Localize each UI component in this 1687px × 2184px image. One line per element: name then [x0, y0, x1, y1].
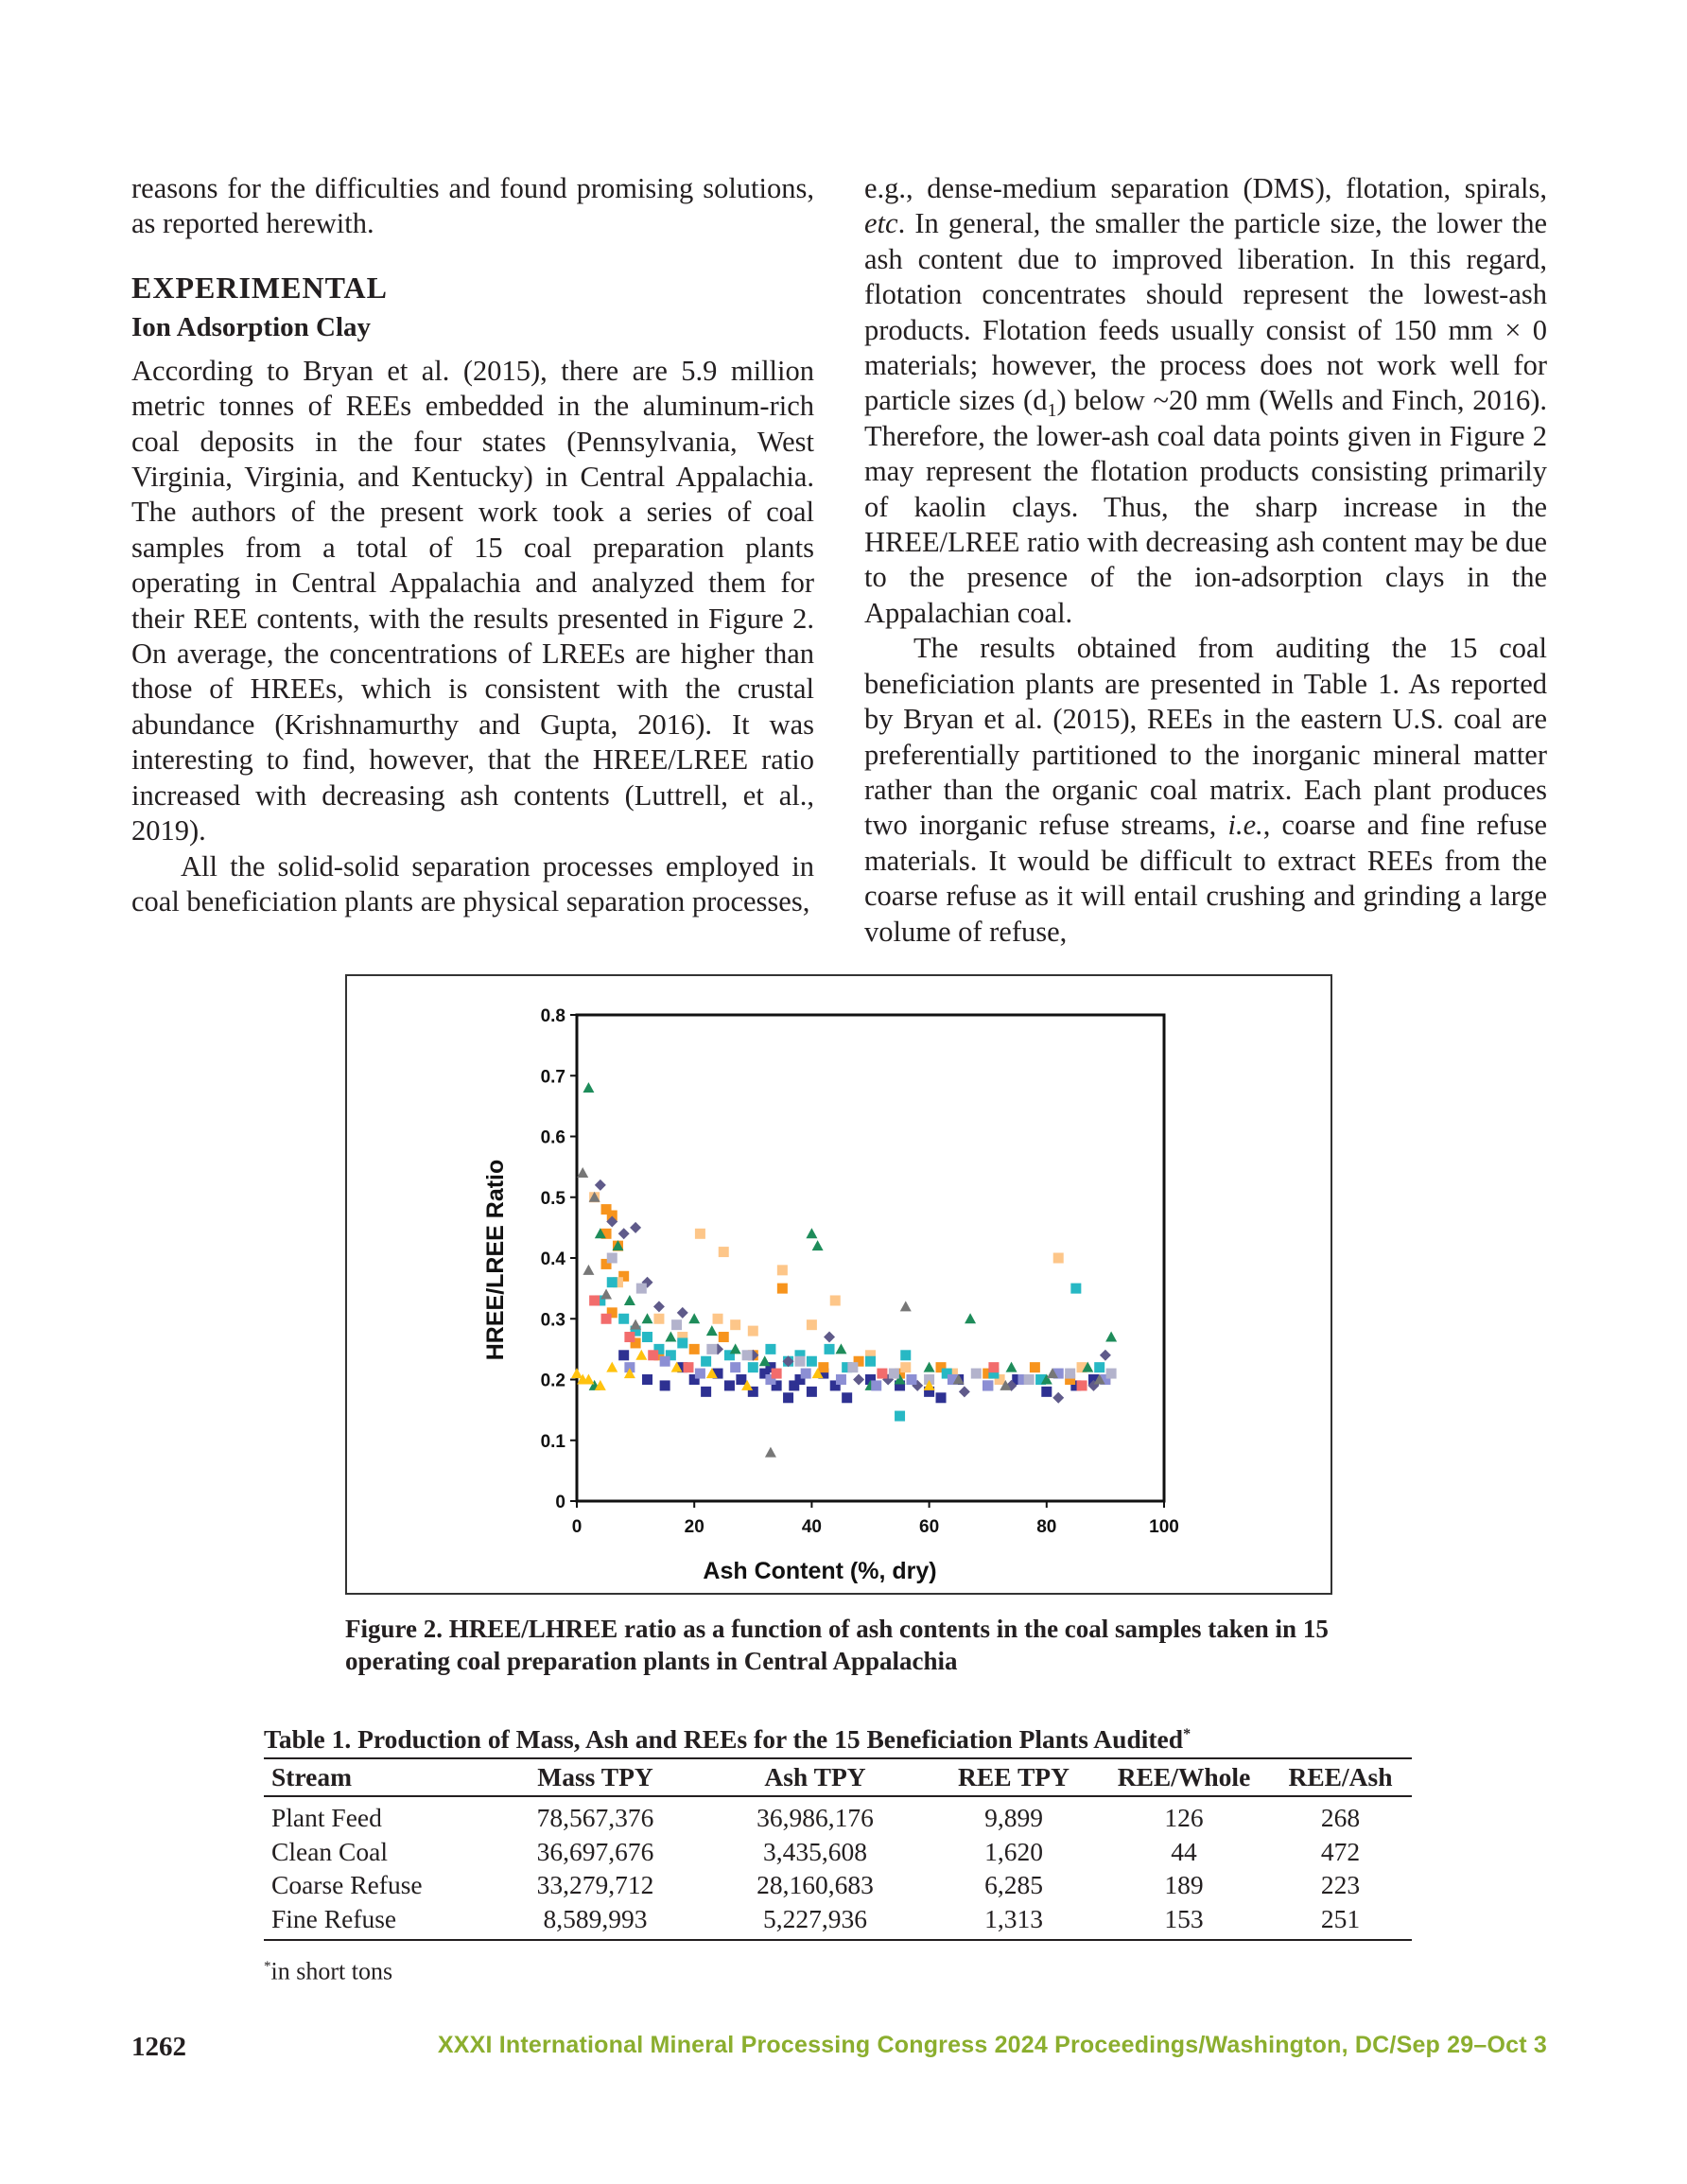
- table-cell: Coarse Refuse: [271, 1870, 423, 1899]
- table-row: [264, 1835, 1412, 1869]
- data-point: [1065, 1369, 1075, 1379]
- data-point: [653, 1301, 665, 1312]
- data-point: [1106, 1369, 1117, 1379]
- data-point: [630, 1319, 641, 1330]
- data-point: [730, 1362, 740, 1372]
- production-table: [264, 1757, 1412, 1941]
- data-point: [1006, 1362, 1017, 1372]
- data-points: [571, 1082, 1117, 1458]
- table-cell: 44: [1171, 1836, 1197, 1866]
- right-column: [864, 171, 1547, 950]
- data-point: [635, 1350, 647, 1360]
- y-tick-label: 0.6: [540, 1127, 565, 1148]
- data-point: [895, 1411, 905, 1422]
- data-point: [618, 1350, 629, 1360]
- table-cell: 223: [1320, 1870, 1361, 1899]
- data-point: [706, 1344, 717, 1354]
- x-tick-label: 80: [1036, 1517, 1057, 1537]
- data-point: [835, 1343, 846, 1354]
- table-cell: 6,285: [984, 1870, 1043, 1899]
- data-point: [1030, 1362, 1040, 1372]
- data-point: [971, 1369, 982, 1379]
- table-cell: 36,697,676: [536, 1836, 654, 1866]
- data-point: [818, 1362, 828, 1372]
- data-point: [688, 1313, 700, 1323]
- table-cell: 5,227,936: [702, 1902, 929, 1941]
- data-point: [660, 1356, 670, 1367]
- data-point: [1077, 1380, 1087, 1390]
- data-point: [636, 1284, 647, 1294]
- x-tick-label: 60: [919, 1517, 940, 1537]
- data-point: [719, 1332, 729, 1342]
- y-tick-label: 0.2: [540, 1371, 565, 1391]
- data-point: [812, 1240, 824, 1250]
- data-point: [1052, 1392, 1064, 1404]
- y-tick-label: 0.5: [540, 1188, 565, 1209]
- table-cell: Fine Refuse: [264, 1902, 489, 1941]
- table-cell: 36,986,176: [757, 1803, 874, 1832]
- data-point: [730, 1343, 741, 1354]
- data-point: [618, 1228, 630, 1239]
- data-point: [677, 1337, 687, 1348]
- data-point: [871, 1380, 881, 1390]
- data-point: [965, 1313, 976, 1323]
- data-point: [889, 1369, 899, 1379]
- data-point: [765, 1344, 775, 1354]
- data-point: [701, 1356, 711, 1367]
- y-tick-label: 0.3: [540, 1310, 565, 1331]
- data-point: [900, 1301, 912, 1311]
- data-point: [577, 1167, 588, 1178]
- data-point: [801, 1369, 811, 1379]
- data-point: [695, 1369, 705, 1379]
- data-point: [665, 1332, 676, 1342]
- x-tick-label: 40: [801, 1517, 822, 1537]
- data-point: [618, 1314, 629, 1324]
- data-point: [936, 1392, 947, 1403]
- table-header-row: [264, 1758, 1412, 1796]
- data-point: [607, 1253, 617, 1264]
- data-point: [736, 1374, 746, 1385]
- table-cell: 78,567,376: [536, 1803, 654, 1832]
- data-point: [719, 1247, 729, 1257]
- data-point: [642, 1332, 652, 1342]
- data-point: [824, 1332, 835, 1343]
- page-number: 1262: [131, 2032, 186, 2062]
- paragraph: reasons for the difficulties and found promising solutions, as reported herewith.: [131, 172, 814, 240]
- table-cell: 1,620: [984, 1836, 1043, 1866]
- data-point: [959, 1386, 970, 1397]
- data-point: [606, 1362, 617, 1372]
- column-header: REE TPY: [929, 1758, 1099, 1796]
- data-point: [642, 1374, 652, 1385]
- text-run: , coarse and fine refuse materials. It would be difficult to extract REEs from the coarse refuse as it will entail crushing and grinding a large volume of refuse,: [864, 809, 1547, 948]
- table-cell: 1,313: [929, 1902, 1099, 1941]
- section-heading: EXPERIMENTAL: [131, 270, 388, 305]
- table-row: [264, 1868, 1412, 1902]
- y-axis: [541, 1006, 577, 1512]
- data-point: [695, 1229, 705, 1239]
- paragraph: [864, 171, 1547, 631]
- data-point: [772, 1369, 782, 1379]
- y-tick-label: 0.1: [540, 1431, 565, 1452]
- table-row: [264, 1902, 1412, 1941]
- data-point: [748, 1362, 758, 1372]
- data-point: [807, 1319, 817, 1330]
- data-point: [836, 1374, 846, 1385]
- x-axis: [572, 1501, 1179, 1537]
- data-point: [1105, 1332, 1117, 1342]
- table-cell: 9,899: [984, 1803, 1043, 1832]
- data-point: [789, 1380, 799, 1390]
- data-point: [748, 1326, 758, 1337]
- subscript: 1: [1047, 400, 1057, 422]
- data-point: [807, 1387, 817, 1397]
- table-cell: Plant Feed: [271, 1803, 382, 1832]
- data-point: [1094, 1362, 1104, 1372]
- table-cell: Clean Coal: [271, 1836, 388, 1866]
- data-point: [924, 1362, 935, 1372]
- data-point: [830, 1295, 841, 1305]
- running-footer: XXXI International Mineral Processing Congress 2024 Proceedings/Washington, DC/Sep 29–Oct 3: [437, 2032, 1547, 2058]
- table-title-text: Table 1. Production of Mass, Ash and REEs for the 15 Beneficiation Plants Audited: [264, 1724, 1184, 1755]
- y-tick-label: 0: [555, 1493, 565, 1512]
- figure-caption: Figure 2. HREE/LHREE ratio as a function of ash contents in the coal samples taken in 15 operating coal preparation plants in Central Appalachia: [345, 1615, 1329, 1675]
- data-point: [1053, 1253, 1064, 1264]
- data-point: [877, 1369, 887, 1379]
- data-point: [724, 1380, 735, 1390]
- text-run-italic: i.e.: [1227, 809, 1263, 842]
- data-point: [825, 1344, 835, 1354]
- data-point: [806, 1228, 817, 1238]
- column-header: REE/Ash: [1269, 1758, 1412, 1796]
- data-point: [759, 1355, 771, 1366]
- data-point: [600, 1289, 612, 1300]
- left-column: [131, 171, 814, 919]
- data-point: [624, 1332, 635, 1342]
- paragraph: [864, 631, 1547, 950]
- data-point: [794, 1356, 805, 1367]
- x-axis-label: Ash Content (%, dry): [703, 1558, 937, 1584]
- data-point: [701, 1387, 711, 1397]
- data-point: [853, 1374, 864, 1386]
- data-point: [807, 1356, 817, 1367]
- table-title: [264, 1719, 1191, 1756]
- paragraph: According to Bryan et al. (2015), there are 5.9 million metric tonnes of REEs embedded in the aluminum-rich coal deposits in the four states (Pennsylvania, West Virginia, Virginia, and Kentucky) in Central Appalachia. The authors of the present work took a series of coal samples from a total of 15 coal preparation plants operating in Central Appalachia and analyzed them for their REE contents, with the results presented in Figure 2. On average, the concentrations of LREEs are higher than those of HREEs, which is consistent with the crustal abundance (Krishnamurthy and Gupta, 2016). It was interesting to find, however, that the HREE/LREE ratio increased with decreasing ash contents (Luttrell, et al., 2019).: [131, 354, 814, 847]
- table-cell: 3,435,608: [763, 1836, 867, 1866]
- text-run: ) below ~20 mm (Wells and Finch, 2016). Therefore, the lower-ash coal data points given in Figure 2 may represent the flotation products consisting primarily of kaolin clays. Thus, the sharp increase in the HREE/LREE ratio with decreasing ash content may be due to the presence of the ion-adsorption clays in the Appalachian coal.: [864, 384, 1548, 629]
- table-row: [264, 1796, 1412, 1835]
- table-cell: 126: [1164, 1803, 1204, 1832]
- data-point: [777, 1284, 788, 1294]
- data-point: [765, 1447, 776, 1458]
- plot-area-frame: [577, 1015, 1164, 1501]
- data-point: [1070, 1284, 1081, 1294]
- data-point: [906, 1374, 916, 1385]
- data-point: [683, 1362, 693, 1372]
- column-header: Ash TPY: [702, 1758, 929, 1796]
- data-point: [589, 1295, 600, 1305]
- data-point: [677, 1307, 688, 1319]
- footnote-marker: *: [1183, 1726, 1191, 1742]
- data-point: [713, 1314, 723, 1324]
- table-footnote: [264, 1950, 392, 1988]
- figure-2: [345, 974, 1332, 1595]
- column-header: REE/Whole: [1099, 1758, 1269, 1796]
- column-header: Stream: [264, 1758, 489, 1796]
- table-cell: 33,279,712: [536, 1870, 654, 1899]
- table-cell: 472: [1320, 1836, 1361, 1866]
- data-point: [706, 1325, 718, 1336]
- data-point: [630, 1222, 641, 1233]
- table-cell: 8,589,993: [489, 1902, 702, 1941]
- data-point: [571, 1368, 583, 1378]
- y-tick-label: 0.7: [540, 1067, 565, 1088]
- text-run: e.g., dense-medium separation (DMS), flotation, spirals,: [864, 172, 1547, 204]
- x-tick-label: 20: [684, 1517, 704, 1537]
- data-point: [607, 1277, 617, 1287]
- data-point: [601, 1314, 612, 1324]
- x-tick-label: 100: [1149, 1517, 1179, 1537]
- data-point: [648, 1350, 658, 1360]
- data-point: [583, 1082, 594, 1092]
- data-point: [624, 1295, 635, 1305]
- data-point: [660, 1380, 670, 1390]
- paragraph: All the solid-solid separation processes employed in coal beneficiation plants are physical separation processes,: [131, 849, 814, 917]
- data-point: [1100, 1350, 1111, 1361]
- y-tick-label: 0.8: [540, 1006, 565, 1026]
- data-point: [842, 1392, 852, 1403]
- data-point: [865, 1356, 876, 1367]
- data-point: [847, 1362, 858, 1372]
- text-run: The results obtained from auditing the 15 coal beneficiation plants are presented in Table 1. As reported by Bryan et al. (2015), REEs in the eastern U.S. coal are preferentially partitioned to the inorganic mineral matter rather than the organic coal matrix. Each plant produces two inorganic refuse streams,: [864, 632, 1547, 842]
- table-cell: 28,160,683: [757, 1870, 874, 1899]
- data-point: [983, 1380, 993, 1390]
- data-point: [777, 1265, 788, 1275]
- data-point: [1024, 1374, 1035, 1385]
- y-tick-label: 0.4: [540, 1249, 565, 1269]
- data-point: [730, 1319, 740, 1330]
- data-point: [642, 1313, 653, 1323]
- table-cell: 189: [1164, 1870, 1204, 1899]
- text-run-italic: etc: [864, 207, 898, 240]
- x-tick-label: 0: [571, 1517, 583, 1537]
- footnote-marker: *: [264, 1959, 271, 1974]
- data-point: [653, 1314, 664, 1324]
- column-header: Mass TPY: [489, 1758, 702, 1796]
- table-cell: 251: [1269, 1902, 1412, 1941]
- footnote-text: in short tons: [270, 1957, 393, 1985]
- data-point: [783, 1392, 793, 1403]
- data-point: [671, 1319, 682, 1330]
- data-point: [583, 1265, 594, 1275]
- table-cell: 153: [1099, 1902, 1269, 1941]
- data-point: [1041, 1387, 1052, 1397]
- data-point: [988, 1362, 999, 1372]
- text-run: . In general, the smaller the particle size, the lower the ash content due to improved liberation. In this regard, flotation concentrates should represent the lowest-ash products. Flotation feeds usually consist of 150 mm × 0 materials; however, the process does not work well for particle sizes (d: [864, 207, 1547, 417]
- table-cell: 268: [1320, 1803, 1361, 1832]
- subsection-heading: Ion Adsorption Clay: [131, 311, 372, 342]
- data-point: [900, 1350, 911, 1360]
- data-point: [689, 1344, 700, 1354]
- data-point: [595, 1179, 606, 1191]
- data-point: [742, 1350, 753, 1360]
- scatter-chart: [347, 976, 1330, 1593]
- data-point: [900, 1362, 911, 1372]
- y-axis-label: HREE/LREE Ratio: [482, 1159, 509, 1361]
